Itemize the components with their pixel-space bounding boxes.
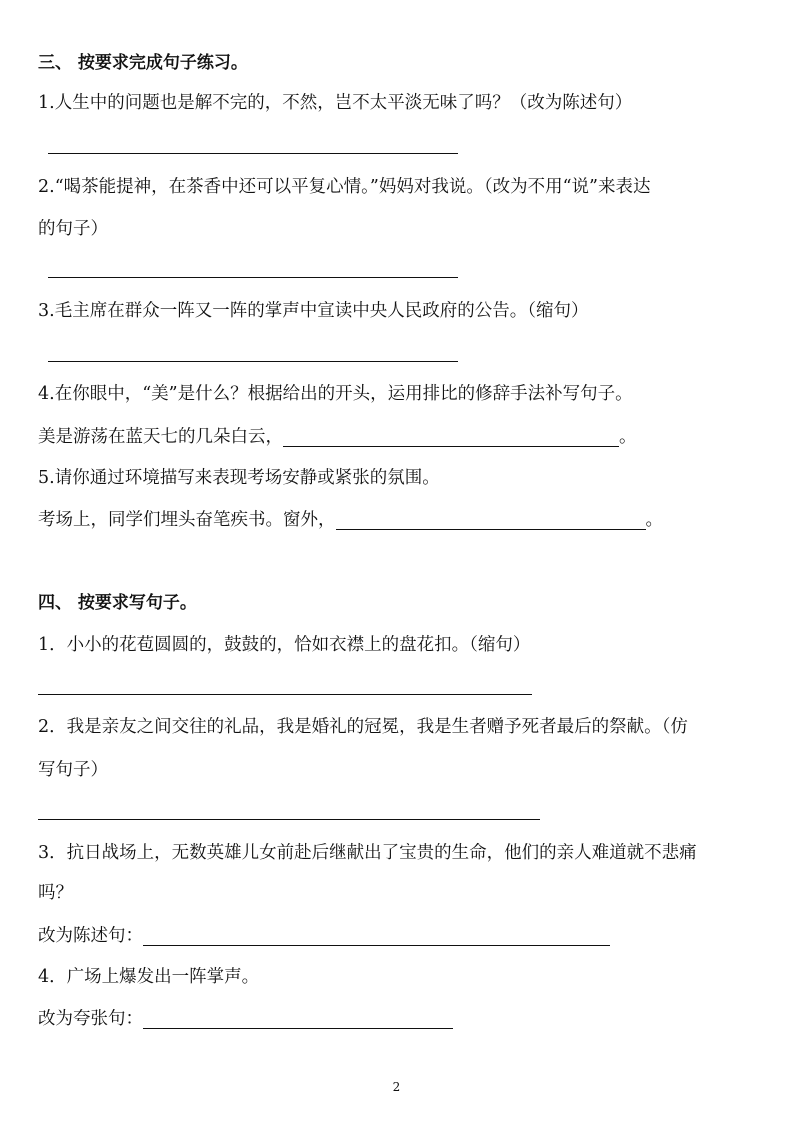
question-3-4-prompt: 美是游荡在蓝天七的几朵白云，: [38, 427, 283, 447]
question-4-1: 1．小小的花苞圆圆的，鼓鼓的，恰如衣襟上的盘花扣。（缩句）: [38, 635, 531, 655]
answer-line-3-1[interactable]: [48, 153, 458, 154]
section-4-heading: 四、 按要求写句子。: [38, 593, 197, 613]
page-number: 2: [392, 1080, 401, 1094]
answer-line-4-2[interactable]: [38, 819, 540, 820]
question-3-5-answer-row: [38, 508, 663, 532]
question-3-1: 1.人生中的问题也是解不完的，不然，岂不太平淡无味了吗？（改为陈述句）: [38, 93, 633, 113]
question-3-5: 5.请你通过环境描写来表现考场安静或紧张的氛围。: [38, 468, 440, 488]
answer-line-3-3[interactable]: [48, 361, 458, 362]
question-4-2-line-2: 写句子）: [38, 760, 108, 780]
question-3-4-end: 。: [619, 427, 637, 447]
question-4-3-answer-row: [38, 924, 610, 948]
question-4-3-line-2: 吗？: [38, 883, 73, 903]
question-3-5-prompt: 考场上，同学们埋头奋笔疾书。窗外，: [38, 510, 336, 530]
question-3-4: 4.在你眼中，“美”是什么？根据给出的开头，运用排比的修辞手法补写句子。: [38, 384, 633, 404]
answer-blank-3-4[interactable]: [283, 428, 619, 447]
question-3-4-answer-row: [38, 425, 637, 449]
answer-line-3-2[interactable]: [48, 277, 458, 278]
question-4-4-answer-row: [38, 1007, 453, 1031]
question-3-5-end: 。: [645, 510, 663, 530]
question-3-2-line-1: 2.“喝茶能提神，在茶香中还可以平复心情。”妈妈对我说。（改为不用“说”来表达: [38, 177, 651, 197]
answer-blank-4-4[interactable]: [143, 1010, 453, 1029]
answer-line-4-1[interactable]: [38, 694, 532, 695]
question-4-4: 4．广场上爆发出一阵掌声。: [38, 967, 260, 987]
question-4-3-prompt: 改为陈述句：: [38, 926, 143, 946]
question-4-3-line-1: 3．抗日战场上，无数英雄儿女前赴后继献出了宝贵的生命，他们的亲人难道就不悲痛: [38, 843, 697, 863]
question-3-3: 3.毛主席在群众一阵又一阵的掌声中宣读中央人民政府的公告。（缩句）: [38, 301, 589, 321]
question-4-4-prompt: 改为夸张句：: [38, 1009, 143, 1029]
question-4-2-line-1: 2．我是亲友之间交往的礼品，我是婚礼的冠冕，我是生者赠予死者最后的祭献。（仿: [38, 717, 688, 737]
question-3-2-line-2: 的句子）: [38, 219, 108, 239]
answer-blank-3-5[interactable]: [336, 511, 646, 530]
answer-blank-4-3[interactable]: [143, 927, 610, 946]
section-3-heading: 三、 按要求完成句子练习。: [38, 53, 248, 73]
